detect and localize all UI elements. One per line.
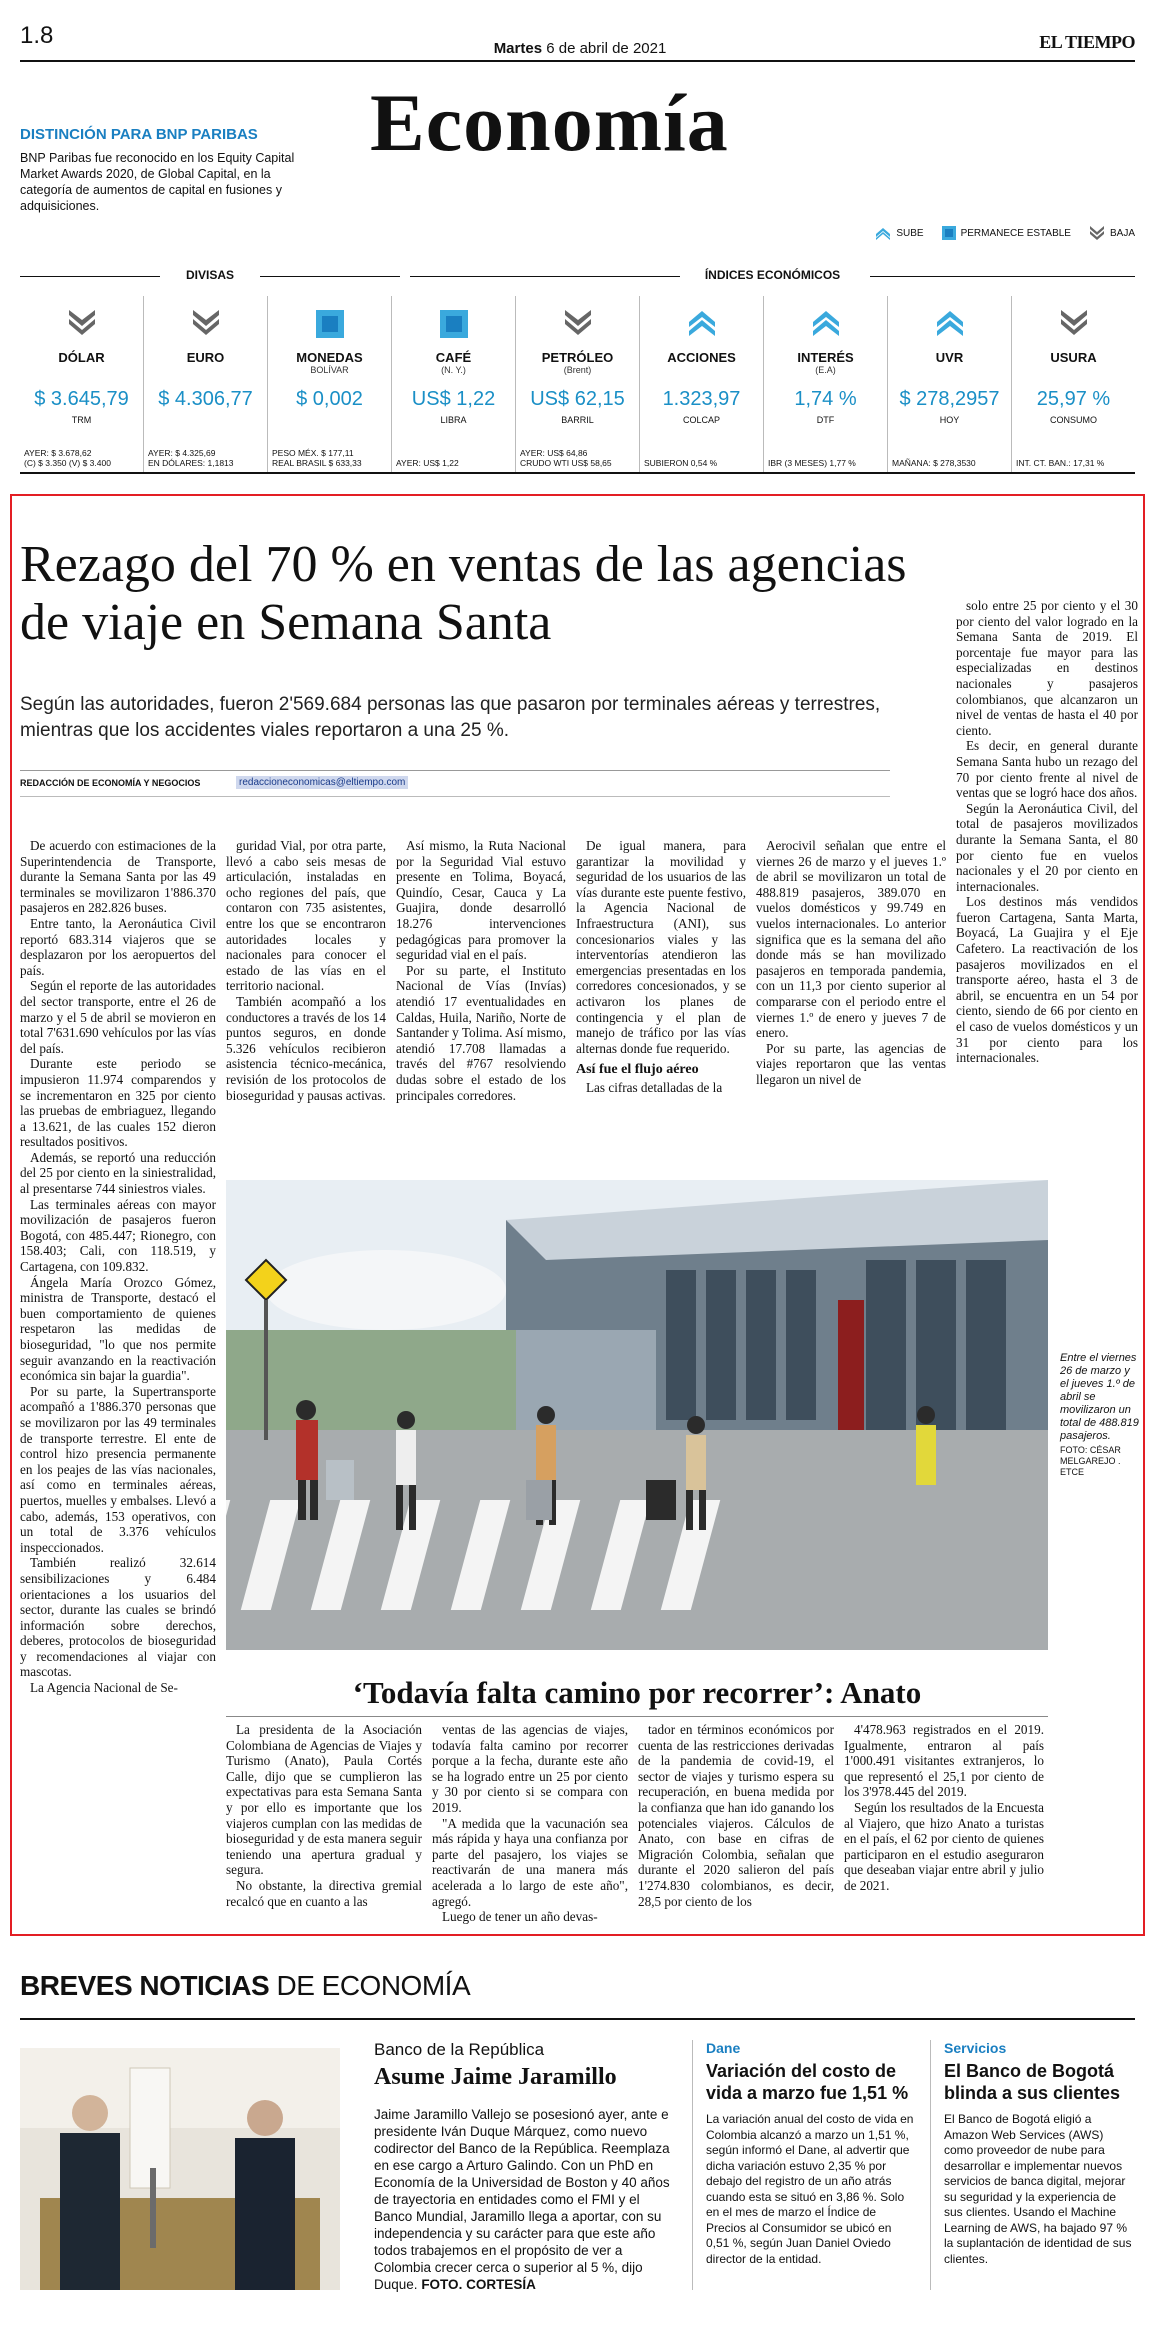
indicator-dólar[interactable]	[20, 296, 144, 472]
indicator-uvr[interactable]	[888, 296, 1012, 472]
indicator-footnote: MAÑANA: $ 278,3530	[892, 458, 976, 468]
up-arrow-icon	[935, 308, 965, 338]
indicator-unit: BARRIL	[561, 415, 594, 425]
paragraph: Entre tanto, la Aeronáutica Civil reportó 683.314 viajeros que se desplazaron por los aeropuertos del país.	[20, 915, 216, 978]
indicator-name: DÓLAR	[58, 350, 105, 365]
down-arrow-icon	[67, 308, 97, 338]
indicator-unit: LIBRA	[440, 415, 467, 425]
paragraph: ventas de las agencias de viajes, todavía falta camino por recorrer porque a la fecha, durante este año se ha logrado entre un 25 por ciento y 30 por ciento si se compara con 2019.	[432, 1722, 628, 1815]
indicator-sub	[144, 365, 267, 376]
down-arrow-icon	[563, 308, 593, 338]
trend-up-icon	[764, 296, 887, 338]
brief-2-headline[interactable]: Variación del costo de vida a marzo fue 1,51 %	[706, 2061, 909, 2103]
trend-up-icon	[640, 296, 763, 338]
indicator-interés[interactable]	[764, 296, 888, 472]
up-arrow-icon	[875, 226, 891, 240]
indicator-unit: TRM	[71, 415, 92, 425]
indicator-name: INTERÉS	[797, 350, 854, 365]
indicator-footnote: IBR (3 MESES) 1,77 %	[768, 458, 856, 468]
stable-square-icon	[440, 310, 468, 338]
indicator-name: MONEDAS	[296, 350, 363, 365]
anato-column-4	[844, 1722, 1044, 1894]
legend-up: SUBE	[875, 226, 923, 240]
down-arrow-icon	[191, 308, 221, 338]
column-4-after	[576, 1080, 746, 1096]
paragraph: También acompañó a los conductores a través de los 14 puntos seguros, en donde 5.326 vehículos recibieron asistencia técnico-mecánica, revisión de los protocolos de bioseguridad y pausas activas.	[226, 993, 386, 1103]
indicator-value: US$ 62,15	[530, 388, 625, 410]
photo-credit: FOTO: CÉSAR MELGAREJO . ETCE	[1060, 1445, 1121, 1477]
paragraph: De igual manera, para garantizar la movilidad y seguridad de los usuarios de las vías durante este puente festivo, la Agencia Nacional de Infraestructura (ANI), sus concesionarios viales y las interventorías atendieron las emergencias presentadas en los corredores concesionados, y se activaron los planes de contingencia y el plan de manejo de tráfico por las vías alternas donde fue requerido.	[576, 838, 746, 1056]
divisas-label: DIVISAS	[185, 268, 234, 282]
brief-2	[706, 2040, 916, 2267]
date-rest: 6 de abril de 2021	[542, 40, 667, 57]
brief-divider-1	[692, 2040, 693, 2290]
promo-text: BNP Paribas fue reconocido en los Equity Capital Market Awards 2020, de Global Capital, en la categoría de aumentos de capital en fusiones y adquisiciones.	[20, 151, 295, 213]
brief-2-text: La variación anual del costo de vida en Colombia alcanzó a marzo un 1,51 %, según informó el Dane, al advertir que dicha variación estuvo 2,35 % por debajo del registro de un año atrás cuando esta se situó en 3,86 %. Solo en el mes de marzo el Índice de Precios al Consumidor se ubicó en 0,51 %, según Juan Daniel Oviedo director de la entidad.	[706, 2112, 914, 2266]
trend-down-icon	[20, 296, 143, 338]
breves-title	[20, 1970, 470, 2002]
photo-caption	[1060, 1352, 1140, 1478]
trend-stable-icon	[392, 296, 515, 338]
byline: REDACCIÓN DE ECONOMÍA Y NEGOCIOS	[20, 778, 201, 788]
indicator-name: ACCIONES	[667, 350, 736, 365]
indicator-sub	[20, 365, 143, 376]
paragraph: La Agencia Nacional de Se-	[30, 1680, 178, 1696]
indicators-row	[20, 296, 1135, 474]
subhead-flujo-aereo: Así fue el flujo aéreo	[576, 1062, 699, 1078]
deck-rule	[20, 770, 890, 771]
indicator-name: CAFÉ	[435, 350, 472, 365]
economic-indicators-label: ÍNDICES ECONÓMICOS	[704, 268, 841, 282]
indicator-acciones[interactable]	[640, 296, 764, 472]
paragraph: Según la Aeronáutica Civil, del total de pasajeros movilizados durante la Semana Santa, el 80 por ciento fue en vuelos nacionales y el 20 por ciento en internacionales.	[956, 800, 1138, 894]
paragraph: La presidenta de la Asociación Colombiana de Agencias de Viajes y Turismo (Anato), Paula Cortés Calle, dijo que se cumplieron las expectativas para esta Semana Santa y por ello es importante que los viajeros cumplan con las medidas de bioseguridad y de esta manera seguir teniendo una apertura gradual y segura.	[226, 1722, 422, 1878]
indicator-footnote: SUBIERON 0,54 %	[644, 458, 718, 468]
paragraph: Por su parte, la Supertransporte acompañó a 1'886.370 personas que se movilizaron por las 49 terminales de transporte terrestre. El ente de control hizo presencia permanente en los peajes de las vías nacionales, así como en terminales aéreas, puertos, muelles y embalses. Llevó a cabo, además, 153 operativos, con un total de 3.376 vehículos inspeccionados.	[20, 1383, 216, 1555]
indicator-name: EURO	[186, 350, 225, 365]
indicator-footnote: AYER: US$ 64,86 CRUDO WTI US$ 58,65	[520, 448, 612, 468]
paragraph: Así mismo, la Ruta Nacional por la Seguridad Vial estuvo presente en Tolima, Boyacá, Quindío, Cesar, Cauca y La Guajira, donde desarrolló 18.276 intervenciones pedagógicas para promover la seguridad vial en el país.	[396, 838, 566, 963]
indicator-value: 1.323,97	[662, 388, 741, 410]
article-column-2	[226, 838, 386, 1103]
breves-rule	[20, 2018, 1135, 2020]
caption-text: Entre el viernes 26 de marzo y el jueves 1.º de abril se movilizaron un total de 488.819 pasajeros.	[1060, 1352, 1139, 1442]
indicator-footnote: AYER: $ 4.325,69 EN DÓLARES: 1,1813	[148, 448, 234, 468]
article-column-3	[396, 838, 566, 1103]
paragraph: Es decir, en general durante Semana Santa hubo un rezago del 70 por ciento frente al nivel de ventas que se logró hace dos años.	[956, 738, 1138, 801]
brief-3	[944, 2040, 1136, 2267]
anato-column-2	[432, 1722, 628, 1925]
article-column-5	[756, 838, 946, 1088]
trend-down-icon	[1012, 296, 1135, 338]
newspaper-logo[interactable]: EL TIEMPO	[1039, 32, 1135, 52]
brief-1-body: Jaime Jaramillo Vallejo se posesionó ayer, ante e presidente Iván Duque Márquez, como nuevo codirector del Banco de la República. Reemplaza en ese cargo a Arturo Galindo. Con un PhD en Economía de la Universidad de Boston y 40 años de trayectoria en entidades como el FMI y el Banco Mundial, Jaramillo llega a aportar, con su independencia y su carácter para que este año todos trabajemos en el propósito de ver a Colombia crecer cerca o superior al 5 %, dijo Duque.	[374, 2107, 670, 2292]
paragraph: Las cifras detalladas de la	[586, 1079, 723, 1095]
airport-photo	[226, 1180, 1048, 1650]
header-rule	[20, 60, 1135, 62]
paragraph: No obstante, la directiva gremial recalcó que en cuanto a las	[226, 1877, 422, 1909]
article-deck: Según las autoridades, fueron 2'569.684 personas las que pasaron por terminales aéreas y terrestres, mientras que los accidentes viales reportaron a una 25 %.	[20, 694, 881, 741]
trend-legend	[875, 226, 1135, 240]
brief-1-headline[interactable]: Asume Jaime Jaramillo	[374, 2064, 617, 2090]
breves-title-bold: BREVES NOTICIAS	[20, 1970, 270, 2001]
brief-1-kicker: Banco de la República	[374, 2040, 545, 2059]
brief-3-kicker: Servicios	[944, 2040, 1007, 2056]
indicator-euro[interactable]	[144, 296, 268, 472]
paragraph: 4'478.963 registrados en el 2019. Igualmente, entraron al país 1'000.491 visitantes extranjeros, lo que representó el 25,1 por ciento de los 3'978.445 del 2019.	[844, 1722, 1044, 1800]
byline-email-link[interactable]: redaccioneconomicas@eltiempo.com	[236, 776, 408, 789]
indicator-footnote: AYER: US$ 1,22	[396, 458, 459, 468]
indicator-sub	[888, 365, 1011, 376]
brief-divider-2	[930, 2040, 931, 2290]
jaramillo-photo	[20, 2048, 340, 2290]
indicator-unit: DTF	[816, 415, 835, 425]
trend-stable-icon	[268, 296, 391, 338]
anato-subheadline: ‘Todavía falta camino por recorrer’: Anato	[352, 1675, 922, 1710]
airport-photo-illustration	[226, 1180, 1048, 1650]
indicator-unit: CONSUMO	[1050, 415, 1097, 425]
paragraph: Ángela María Orozco Gómez, ministra de Transporte, destacó el buen comportamiento de quienes respetaron las medidas de bioseguridad, "lo que nos permite seguir avanzando en la reactivación económica sin bajar la guardia".	[20, 1274, 216, 1384]
indicator-value: $ 0,002	[296, 388, 363, 410]
section-title: Economía	[370, 77, 729, 168]
indicator-sub: (E.A)	[815, 365, 836, 375]
paragraph: Según el reporte de las autoridades del sector transporte, entre el 26 de marzo y el 5 de abril se movieron en total 7'631.690 vehículos por las vías del país.	[20, 978, 216, 1056]
indicator-name: PETRÓLEO	[541, 350, 614, 365]
paragraph: Aerocivil señalan que entre el viernes 26 de marzo y el jueves 1.º de abril se movilizaron un total de 488.819 pasajeros, 389.070 en vuelos domésticos y 99.749 en vuelos internacionales. Lo anterior significa que es la semana del año donde más se han movilizado pasajeros en temporada pandemia, con un 11,3 por ciento superior al compararse con el periodo entre el viernes 1.º de enero y jueves 7 de enero.	[756, 838, 946, 1041]
anato-column-1	[226, 1722, 422, 1909]
issue-date	[440, 40, 720, 57]
indicator-name: USURA	[1050, 350, 1097, 365]
indicator-unit: COLCAP	[682, 415, 720, 425]
indicator-usura[interactable]	[1012, 296, 1135, 472]
indicator-value: US$ 1,22	[411, 388, 496, 410]
anato-rule	[226, 1716, 1048, 1717]
indicator-petróleo[interactable]	[516, 296, 640, 472]
indicator-footnote: AYER: $ 3.678,62 (C) $ 3.350 (V) $ 3.400	[24, 448, 111, 468]
down-arrow-icon	[1089, 226, 1105, 240]
indicator-café[interactable]	[392, 296, 516, 472]
paragraph: Las terminales aéreas con mayor movilización de pasajeros fueron Bogotá, con 485.447; Rionegro, con 158.403; Cali, con 118.519, y Cartagena, con 109.832.	[20, 1196, 216, 1275]
column-4-body	[576, 838, 746, 1056]
trend-up-icon	[888, 296, 1011, 338]
indicator-footnote: PESO MÉX. $ 177,11 REAL BRASIL $ 633,33	[272, 448, 362, 468]
date-day: Martes	[493, 40, 543, 57]
indicator-value: $ 278,2957	[899, 388, 1000, 410]
indicator-value: $ 3.645,79	[34, 388, 129, 410]
page-number: 1.8	[20, 22, 54, 49]
brief-1-text	[374, 2106, 674, 2293]
paragraph: Luego de tener un año devas-	[442, 1909, 598, 1925]
paragraph: tador en términos económicos por cuenta de las restricciones derivadas de la pandemia de covid-19, el sector de viajes y turismo espera su recuperación, en buena medida por la confianza que han ido ganando los potenciales viajeros. Cálculos de Anato, con base en cifras de Migración Colombia, señalan que durante el 2020 salieron del país 1'274.830 colombianos, es decir, 28,5 por ciento de los	[638, 1722, 834, 1909]
indicator-value: 1,74 %	[794, 388, 857, 410]
article-column-1	[20, 838, 216, 1696]
article-column-6	[956, 598, 1138, 1066]
brief-3-text: El Banco de Bogotá eligió a Amazon Web Services (AWS) como proveedor de nube para desarrollar e implementar nuevos servicios de banca digital, mejorar su seguridad y la experiencia de sus clientes. Usando el Machine Learning de AWS, ha bajado 97 % la suplantación de identidad de sus clientes.	[944, 2112, 1132, 2266]
legend-stable: PERMANECE ESTABLE	[942, 226, 1071, 240]
indicator-sub: BOLÍVAR	[310, 365, 349, 375]
indicator-unit: HOY	[939, 415, 960, 425]
anato-column-3	[638, 1722, 834, 1909]
indicator-monedas[interactable]	[268, 296, 392, 472]
trend-down-icon	[144, 296, 267, 338]
indicator-name: UVR	[935, 350, 964, 365]
paragraph: Durante este periodo se impusieron 11.974 comparendos y se incrementaron en 325 por ciento las pruebas de embriaguez, llegando a 13.621, de las cuales 152 dieron resultados positivos.	[20, 1056, 216, 1150]
up-arrow-icon	[811, 308, 841, 338]
paragraph: Además, se reportó una reducción del 25 por ciento en la siniestralidad, al presentarse 744 siniestros viales.	[20, 1149, 216, 1197]
paragraph: "A medida que la vacunación sea más rápida y haya una confianza por parte del pasajero, los viajes se reactivarán de una manera más acelerada a lo largo de este año", agregó.	[432, 1815, 628, 1909]
brief-1-credit: FOTO. CORTESÍA	[421, 2277, 536, 2292]
paragraph: También realizó 32.614 sensibilizaciones y 6.484 orientaciones a los usuarios del sector, durante las cuales se brindó información sobre derechos, deberes, protocolos de bioseguridad y recomendaciones al viajar con mascotas.	[20, 1555, 216, 1680]
promo-title[interactable]: DISTINCIÓN PARA BNP PARIBAS	[20, 126, 258, 143]
stable-square-icon	[316, 310, 344, 338]
indicator-sub	[640, 365, 763, 376]
paragraph: Por su parte, las agencias de viajes reportaron que las ventas llegaron un nivel de	[756, 1040, 946, 1087]
up-arrow-icon	[687, 308, 717, 338]
indicator-footnote: INT. CT. BAN.: 17,31 %	[1016, 458, 1105, 468]
indicator-value: $ 4.306,77	[158, 388, 253, 410]
paragraph: solo entre 25 por ciento y el 30 por ciento del valor logrado en la Semana Santa de 2019. El porcentaje fue mayor para las especializadas en destinos nacionales y pasajeros colombianos, que alcanzaron un nivel de ventas de hasta el 40 por ciento.	[956, 598, 1138, 738]
legend-down: BAJA	[1089, 226, 1135, 240]
brief-2-kicker: Dane	[706, 2040, 741, 2056]
indicator-sub: (Brent)	[563, 365, 592, 375]
body-rule	[20, 796, 890, 797]
paragraph: Según los resultados de la Encuesta al Viajero, que hizo Anato a turistas en el país, el 62 por ciento de quienes participaron en el estudio aseguraron que deseaban viajar entre abril y julio de 2021.	[844, 1799, 1044, 1893]
paragraph: Los destinos más vendidos fueron Cartagena, Santa Marta, Boyacá, La Guajira y el Eje Cafetero. La reactivación de los pasajeros movilizados en el transporte aéreo, hasta el 3 de abril, se encuentra en un 54 por ciento, siendo de 66 por ciento en el caso de vuelos domésticos y un 31 por ciento para los internacionales.	[956, 894, 1138, 1066]
indicator-sub	[1012, 365, 1135, 376]
article-column-4	[576, 838, 746, 1096]
indicator-value: 25,97 %	[1036, 388, 1111, 410]
brief-3-headline[interactable]: El Banco de Bogotá blinda a sus clientes	[944, 2061, 1121, 2103]
paragraph: Por su parte, el Instituto Nacional de Vías (Invías) atendió 17 eventualidades en Caldas, Huila, Nariño, Norte de Santander y Tolima. Así mismo, atendió 17.708 llamadas a través del #767 resolviendo dudas sobre el estado de los principales corredores.	[396, 962, 566, 1103]
breves-title-light: DE ECONOMÍA	[269, 1970, 471, 2001]
paragraph: De acuerdo con estimaciones de la Superintendencia de Transporte, durante la Semana Santa por las 49 terminales se movilizaron 1'886.370 pasajeros en 282.826 buses.	[20, 838, 216, 916]
down-arrow-icon	[1059, 308, 1089, 338]
trend-down-icon	[516, 296, 639, 338]
article-headline: Rezago del 70 % en ventas de las agencias de viaje en Semana Santa	[20, 536, 907, 651]
stable-square-icon	[942, 226, 956, 240]
indicator-sub: (N. Y.)	[441, 365, 466, 375]
paragraph: guridad Vial, por otra parte, llevó a cabo seis mesas de articulación, instaladas en ocho regiones del país, que contaron con 735 asistentes, entre los que se encontraron autoridades locales y nacionales para conocer el estado de las vías en el territorio nacional.	[226, 838, 386, 994]
